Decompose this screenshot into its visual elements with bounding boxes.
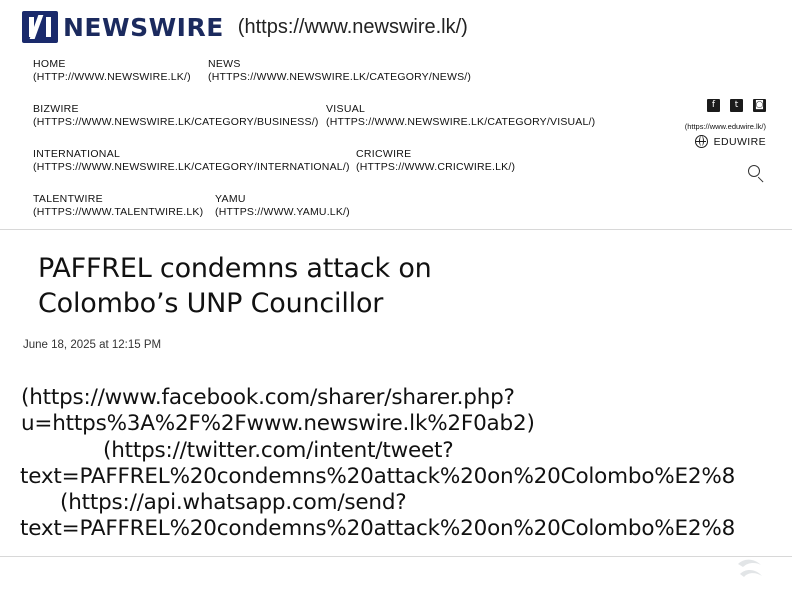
watermark-icon bbox=[734, 556, 766, 586]
share-whatsapp-line-1[interactable]: (https://api.whatsapp.com/send? bbox=[60, 489, 407, 515]
share-facebook-line-1[interactable]: (https://www.facebook.com/sharer/sharer.php? bbox=[21, 385, 515, 411]
eduwire-url-text[interactable]: (https://www.eduwire.lk/) bbox=[684, 122, 766, 131]
masthead bbox=[0, 0, 792, 50]
headline-line-1: PAFFREL condemns attack on bbox=[38, 253, 432, 284]
share-twitter-line-1[interactable]: (https://twitter.com/intent/tweet? bbox=[103, 437, 454, 463]
logo-slash-icon bbox=[30, 15, 44, 39]
page-title bbox=[38, 252, 678, 321]
main-navigation bbox=[0, 50, 792, 230]
nav-item-news[interactable] bbox=[208, 58, 471, 83]
nav-url-home: (HTTP://WWW.NEWSWIRE.LK/) bbox=[33, 71, 191, 84]
share-whatsapp-line-2[interactable]: text=PAFFREL%20condemns%20attack%20on%20Colombo%E2%8 bbox=[20, 516, 736, 542]
nav-item-bizwire[interactable] bbox=[33, 103, 319, 128]
nav-url-visual: (HTTPS://WWW.NEWSWIRE.LK/CATEGORY/VISUAL/) bbox=[326, 116, 596, 129]
footer-divider bbox=[0, 556, 792, 557]
nav-url-bizwire: (HTTPS://WWW.NEWSWIRE.LK/CATEGORY/BUSINESS/) bbox=[33, 116, 319, 129]
share-facebook-line-2[interactable]: u=https%3A%2F%2Fwww.newswire.lk%2F0ab2) bbox=[21, 411, 535, 437]
nav-item-cricwire[interactable] bbox=[356, 148, 515, 173]
twitter-icon[interactable]: t bbox=[730, 99, 743, 112]
newswire-logo[interactable] bbox=[22, 10, 224, 44]
share-twitter-line-2[interactable]: text=PAFFREL%20condemns%20attack%20on%20Colombo%E2%8 bbox=[20, 463, 736, 489]
nav-item-talentwire[interactable] bbox=[33, 193, 203, 218]
logo-wordmark: NEWSWIRE bbox=[63, 12, 224, 42]
nav-item-home[interactable] bbox=[33, 58, 191, 83]
article-body bbox=[0, 230, 792, 542]
nav-url-cricwire: (HTTPS://WWW.CRICWIRE.LK/) bbox=[356, 161, 516, 174]
nav-item-visual[interactable] bbox=[326, 103, 595, 128]
nav-url-international: (HTTPS://WWW.NEWSWIRE.LK/CATEGORY/INTERNATIONAL/) bbox=[33, 161, 350, 174]
logo-mark-icon bbox=[22, 11, 58, 43]
headline-line-2: Colombo’s UNP Councillor bbox=[38, 287, 384, 319]
site-url-text[interactable]: (https://www.newswire.lk/) bbox=[237, 15, 468, 38]
eduwire-link[interactable] bbox=[695, 135, 766, 148]
social-links bbox=[707, 99, 766, 112]
nav-label-yamu: YAMU bbox=[215, 193, 246, 205]
nav-label-news: NEWS bbox=[208, 58, 241, 70]
nav-url-yamu: (HTTPS://WWW.YAMU.LK/) bbox=[215, 206, 350, 219]
article-timestamp: June 18, 2025 at 12:15 PM bbox=[23, 339, 162, 352]
nav-label-cricwire: CRICWIRE bbox=[356, 148, 412, 160]
nav-label-international: INTERNATIONAL bbox=[33, 148, 121, 160]
nav-label-talentwire: TALENTWIRE bbox=[33, 193, 103, 205]
nav-item-yamu[interactable] bbox=[215, 193, 350, 218]
search-icon[interactable] bbox=[748, 165, 760, 177]
nav-label-visual: VISUAL bbox=[326, 103, 366, 115]
nav-url-news: (HTTPS://WWW.NEWSWIRE.LK/CATEGORY/NEWS/) bbox=[208, 71, 472, 84]
share-links-block bbox=[20, 385, 762, 542]
nav-grid bbox=[0, 54, 792, 219]
nav-label-bizwire: BIZWIRE bbox=[33, 103, 79, 115]
nav-url-talentwire: (HTTPS://WWW.TALENTWIRE.LK) bbox=[33, 206, 204, 219]
facebook-icon[interactable]: f bbox=[707, 99, 720, 112]
globe-icon bbox=[695, 135, 708, 148]
nav-item-international[interactable] bbox=[33, 148, 350, 173]
eduwire-label: EDUWIRE bbox=[713, 135, 766, 148]
nav-label-home: HOME bbox=[33, 58, 66, 70]
instagram-icon[interactable]: ◙ bbox=[753, 99, 766, 112]
